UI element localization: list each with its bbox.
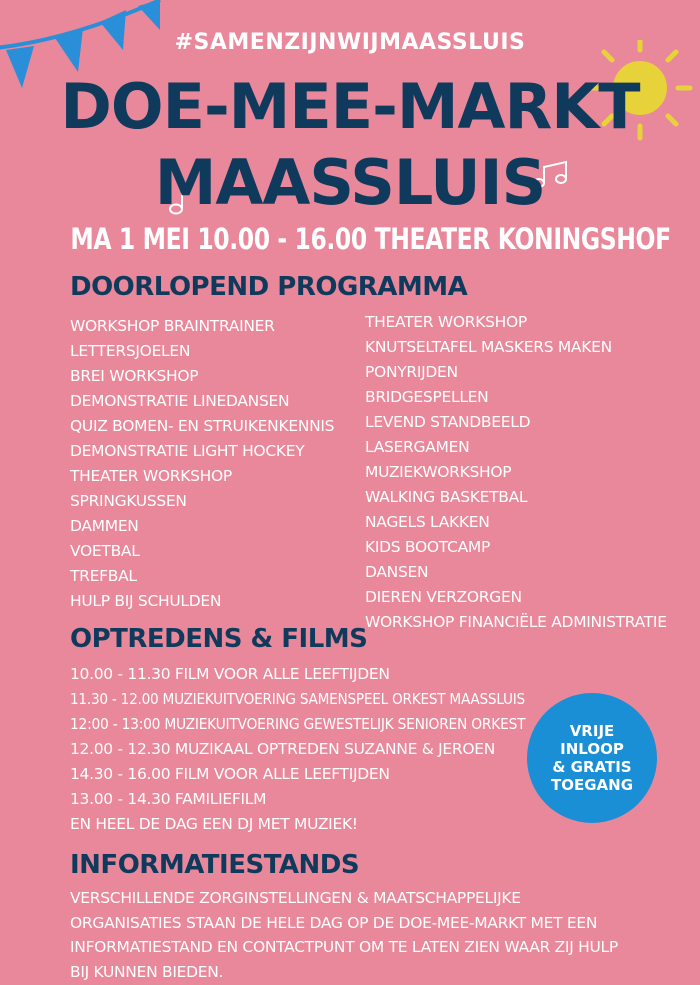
- list-item: SPRINGKUSSEN: [70, 492, 187, 510]
- list-item: QUIZ BOMEN- EN STRUIKENKENNIS: [70, 417, 335, 435]
- badge-line: VRIJE: [569, 722, 615, 740]
- title-line-1: DOE-MEE-MARKT: [60, 70, 640, 143]
- list-item: WORKSHOP BRAINTRAINER: [70, 317, 275, 335]
- info-heading: INFORMATIESTANDS: [70, 850, 360, 880]
- list-item: 10.00 - 11.30 FILM VOOR ALLE LEEFTIJDEN: [70, 665, 390, 683]
- list-item: EN HEEL DE DAG EEN DJ MET MUZIEK!: [70, 815, 358, 833]
- list-item: NAGELS LAKKEN: [365, 513, 490, 531]
- list-item: WORKSHOP FINANCIËLE ADMINISTRATIE: [365, 613, 667, 631]
- list-item: LASERGAMEN: [365, 438, 470, 456]
- list-item: LETTERSJOELEN: [70, 342, 191, 360]
- list-item: 12:00 - 13:00 MUZIEKUITVOERING GEWESTELIJK SENIOREN ORKEST: [70, 715, 526, 733]
- list-item: 13.00 - 14.30 FAMILIEFILM: [70, 790, 267, 808]
- list-item: WALKING BASKETBAL: [365, 488, 528, 506]
- list-item: BREI WORKSHOP: [70, 367, 199, 385]
- list-item: TREFBAL: [70, 567, 137, 585]
- programma-heading: DOORLOPEND PROGRAMMA: [70, 272, 468, 302]
- badge-line: & GRATIS: [552, 758, 632, 776]
- list-item: KIDS BOOTCAMP: [365, 538, 491, 556]
- list-item: DEMONSTRATIE LINEDANSEN: [70, 392, 290, 410]
- list-item: DAMMEN: [70, 517, 139, 535]
- list-item: VOETBAL: [70, 542, 140, 560]
- optredens-list: [70, 662, 586, 837]
- list-item: KNUTSELTAFEL MASKERS MAKEN: [365, 338, 612, 356]
- list-item: BRIDGESPELLEN: [365, 388, 489, 406]
- badge-line: INLOOP: [560, 740, 624, 758]
- list-item: 12.00 - 12.30 MUZIKAAL OPTREDEN SUZANNE & JEROEN: [70, 740, 496, 758]
- info-text: VERSCHILLENDE ZORGINSTELLINGEN & MAATSCHAPPELIJKE ORGANISATIES STAAN DE HELE DAG OP DE DOE-MEE-MARKT MET EEN INFORMATIESTAND EN CONTACTPUNT OM TE LATEN ZIEN WAAR ZIJ HULP BIJ KUNNEN BIEDEN.: [70, 889, 618, 981]
- event-dateline: MA 1 MEI 10.00 - 16.00 THEATER KONINGSHOF: [70, 222, 671, 256]
- list-item: HULP BIJ SCHULDEN: [70, 592, 222, 610]
- programma-list-left: [70, 314, 334, 614]
- list-item: DANSEN: [365, 563, 429, 581]
- title-line-2: MAASSLUIS: [154, 146, 546, 219]
- list-item: DEMONSTRATIE LIGHT HOCKEY: [70, 442, 305, 460]
- list-item: PONYRIJDEN: [365, 363, 458, 381]
- badge-line: TOEGANG: [550, 776, 634, 794]
- programma-list-right: [365, 310, 667, 635]
- list-item: THEATER WORKSHOP: [70, 467, 232, 485]
- list-item: 14.30 - 16.00 FILM VOOR ALLE LEEFTIJDEN: [70, 765, 390, 783]
- list-item: LEVEND STANDBEELD: [365, 413, 531, 431]
- list-item: DIEREN VERZORGEN: [365, 588, 522, 606]
- list-item: THEATER WORKSHOP: [365, 313, 527, 331]
- list-item: MUZIEKWORKSHOP: [365, 463, 512, 481]
- free-entry-badge: [527, 693, 657, 823]
- hashtag: #SAMENZIJNWIJMAASSLUIS: [174, 30, 526, 55]
- list-item: 11.30 - 12.00 MUZIEKUITVOERING SAMENSPEEL ORKEST MAASSLUIS: [70, 690, 525, 708]
- optredens-heading: OPTREDENS & FILMS: [70, 624, 368, 654]
